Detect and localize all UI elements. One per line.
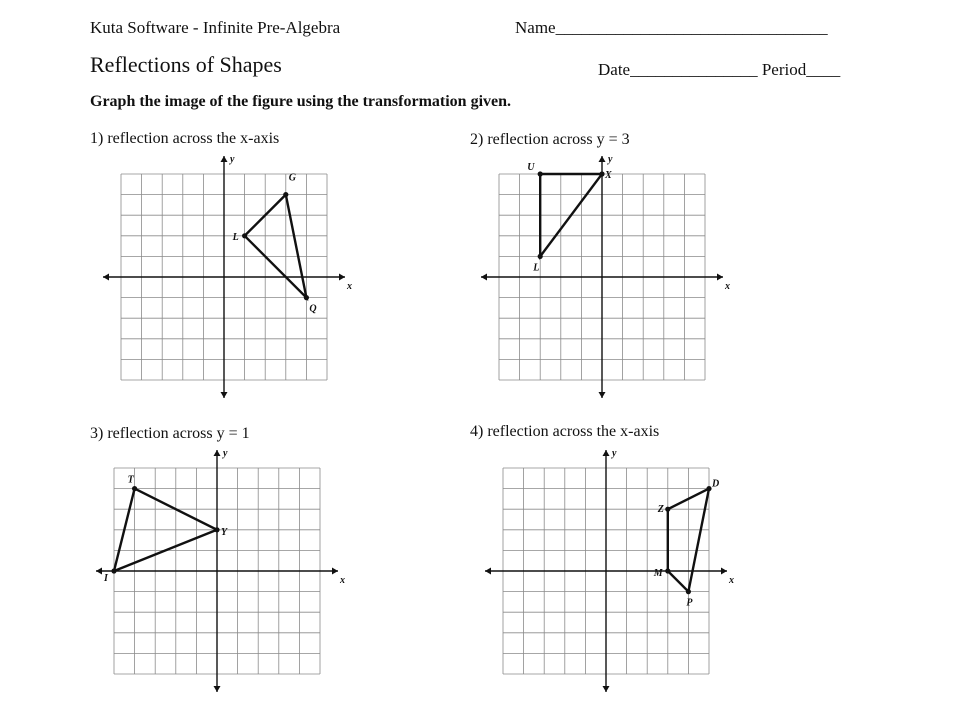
axis-arrowhead xyxy=(721,568,727,575)
vertex-point-t xyxy=(132,486,137,491)
vertex-label-p: P xyxy=(686,597,693,609)
problem-3-label: 3) reflection across y = 1 xyxy=(90,425,250,442)
vertex-point-g xyxy=(283,192,288,197)
vertex-point-l xyxy=(538,254,543,259)
axis-arrowhead xyxy=(603,686,610,692)
axis-arrowhead xyxy=(214,450,221,456)
vertex-label-x: X xyxy=(605,170,612,181)
vertex-label-y: Y xyxy=(221,526,228,538)
problem-2-label: 2) reflection across y = 3 xyxy=(470,131,630,148)
vertex-point-l xyxy=(242,233,247,238)
axis-arrowhead xyxy=(339,274,345,281)
graph-problem-1 xyxy=(103,154,352,398)
axis-arrowhead xyxy=(214,686,221,692)
figure-polygon xyxy=(245,195,307,298)
vertex-point-p xyxy=(686,589,691,594)
vertex-label-z: Z xyxy=(657,504,664,516)
name-field: Name________________________________ xyxy=(515,18,828,37)
graph-problem-2 xyxy=(481,154,730,398)
x-axis-label: x xyxy=(729,575,734,586)
axis-arrowhead xyxy=(603,450,610,456)
x-axis-label: x xyxy=(340,575,345,586)
vertex-point-y xyxy=(214,527,219,532)
axis-arrowhead xyxy=(96,568,102,575)
axis-arrowhead xyxy=(599,392,606,398)
axis-arrowhead xyxy=(332,568,338,575)
vertex-label-l: L xyxy=(232,231,239,243)
y-axis-label: y xyxy=(230,154,235,165)
axis-arrowhead xyxy=(103,274,109,281)
axis-arrowhead xyxy=(221,392,228,398)
vertex-label-u: U xyxy=(527,162,535,173)
vertex-label-d: D xyxy=(712,478,720,490)
y-axis-label: y xyxy=(608,154,613,165)
problem-4-label: 4) reflection across the x-axis xyxy=(470,423,660,440)
x-axis-label: x xyxy=(347,281,352,292)
instructions: Graph the image of the figure using the transformation given. xyxy=(90,93,512,110)
y-axis-label: y xyxy=(223,448,228,459)
x-axis-label: x xyxy=(725,281,730,292)
worksheet-title: Reflections of Shapes xyxy=(90,52,282,77)
vertex-point-i xyxy=(111,568,116,573)
axis-arrowhead xyxy=(485,568,491,575)
axis-arrowhead xyxy=(481,274,487,281)
problem-1-label: 1) reflection across the x-axis xyxy=(90,130,280,147)
vertex-point-d xyxy=(706,486,711,491)
vertex-label-m: M xyxy=(653,568,663,579)
publisher-line: Kuta Software - Infinite Pre-Algebra xyxy=(90,18,341,37)
vertex-point-q xyxy=(304,295,309,300)
axis-arrowhead xyxy=(221,156,228,162)
axis-arrowhead xyxy=(599,156,606,162)
vertex-label-i: I xyxy=(104,573,108,584)
vertex-label-g: G xyxy=(288,172,297,184)
vertex-label-l: L xyxy=(533,262,540,274)
vertex-point-u xyxy=(538,171,543,176)
axis-arrowhead xyxy=(717,274,723,281)
vertex-label-q: Q xyxy=(309,303,317,315)
graph-problem-3 xyxy=(96,448,345,692)
vertex-point-x xyxy=(599,171,604,176)
vertex-point-m xyxy=(665,568,670,573)
graph-problem-4 xyxy=(485,448,734,692)
vertex-point-z xyxy=(665,507,670,512)
y-axis-label: y xyxy=(612,448,617,459)
date-period-field: Date_______________ Period____ xyxy=(598,60,841,79)
vertex-label-t: T xyxy=(127,474,134,486)
